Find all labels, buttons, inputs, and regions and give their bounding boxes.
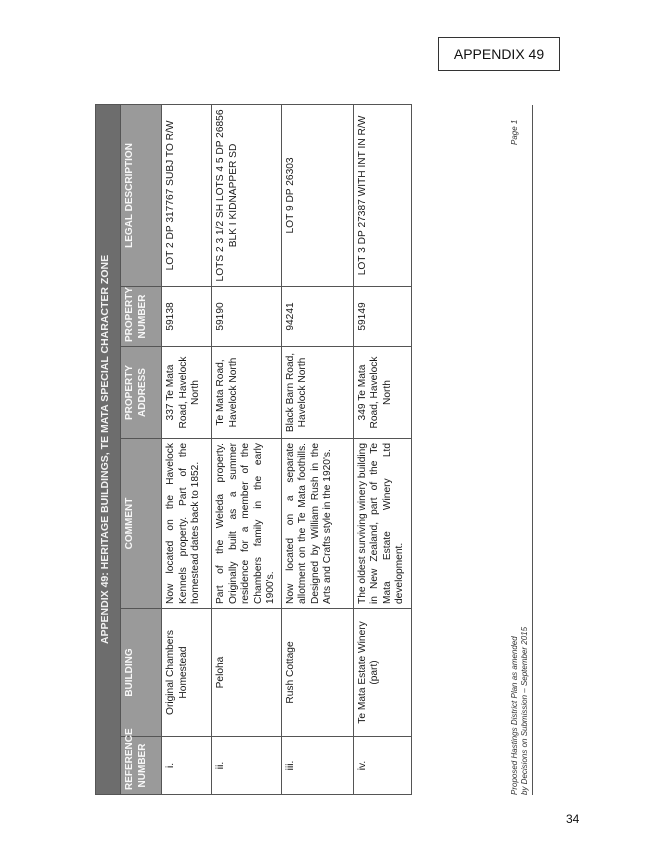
appendix-label: APPENDIX 49 [453, 46, 545, 62]
table-title-row [96, 104, 121, 794]
header-property-address: PROPERTY ADDRESS [121, 347, 162, 439]
cell-address: Black Barn Road, Havelock North [281, 347, 353, 439]
cell-reference: ii. [212, 737, 282, 795]
appendix-label-box [438, 37, 560, 71]
heritage-buildings-table [95, 104, 412, 795]
cell-building: Original Chambers Homestead [162, 609, 212, 737]
footer-divider [532, 105, 533, 795]
cell-comment: The oldest surviving winery building in New Zealand, part of the Te Mata Estate Winery Ltd development. [353, 439, 411, 609]
cell-address: Te Mata Road, Havelock North [212, 347, 282, 439]
header-property-number: PROPERTY NUMBER [121, 287, 162, 347]
rotated-page-content [95, 105, 555, 795]
footer-line-2: by Decisions on Submission – September 2015 [520, 626, 529, 795]
table-header-row [121, 104, 162, 794]
table-row [281, 104, 353, 794]
header-comment: COMMENT [121, 439, 162, 609]
footer-line-1: Proposed Hastings District Plan as amended [510, 636, 519, 795]
table-title: APPENDIX 49: HERITAGE BUILDINGS, TE MATA SPECIAL CHARACTER ZONE [96, 104, 121, 794]
cell-building: Rush Cottage [281, 609, 353, 737]
cell-legal-description: LOT 2 DP 317767 SUBJ TO R/W [162, 104, 212, 286]
cell-reference: iii. [281, 737, 353, 795]
cell-address: 337 Te Mata Road, Havelock North [162, 347, 212, 439]
footer-page-label: Page 1 [510, 119, 519, 145]
table-row [212, 104, 282, 794]
header-reference-number: REFERENCE NUMBER [121, 737, 162, 795]
table-row [353, 104, 411, 794]
page-number: 34 [566, 812, 580, 826]
cell-comment: Now located on a separate allotment on the Te Mata foothills. Designed by William Rush in the Arts and Crafts style in the 1920's. [281, 439, 353, 609]
cell-comment: Now located on the Havelock Kennels property. Part of the homestead dates back to 1852. [162, 439, 212, 609]
heritage-table-wrapper [95, 105, 405, 795]
cell-address: 349 Te Mata Road, Havelock North [353, 347, 411, 439]
cell-legal-description: LOT 3 DP 27387 WITH INT IN R/W [353, 104, 411, 286]
table-row [162, 104, 212, 794]
cell-reference: iv. [353, 737, 411, 795]
cell-property-number: 94241 [281, 287, 353, 347]
cell-property-number: 59138 [162, 287, 212, 347]
header-building: BUILDING [121, 609, 162, 737]
cell-legal-description: LOTS 2 3 1/2 SH LOTS 4 5 DP 26856 BLK I KIDNAPPER SD [212, 104, 282, 286]
document-footer-note [510, 627, 530, 795]
cell-building: Te Mata Estate Winery (part) [353, 609, 411, 737]
cell-reference: i. [162, 737, 212, 795]
header-legal-description: LEGAL DESCRIPTION [121, 104, 162, 286]
cell-comment: Part of the Weleda property. Originally built as a summer residence for a member of the Chambers family in the early 1900's. [212, 439, 282, 609]
cell-legal-description: LOT 9 DP 26303 [281, 104, 353, 286]
cell-property-number: 59190 [212, 287, 282, 347]
cell-building: Peloha [212, 609, 282, 737]
cell-property-number: 59149 [353, 287, 411, 347]
